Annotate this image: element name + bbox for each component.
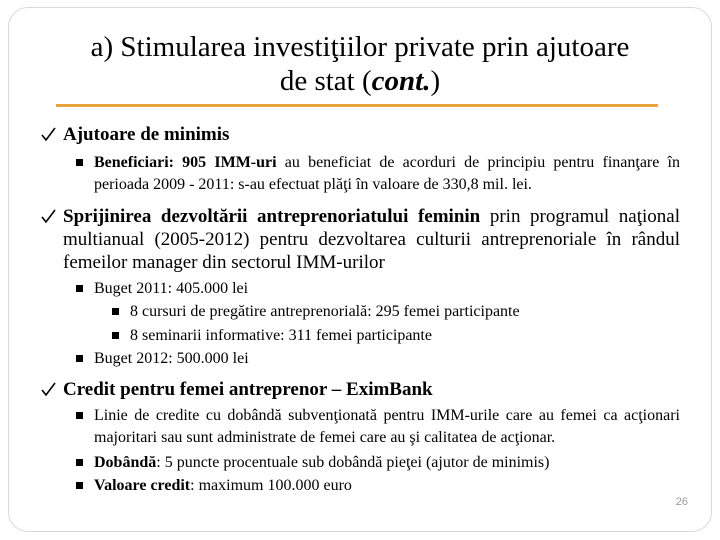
checkmark-icon (40, 205, 58, 228)
slide-title (30, 30, 690, 98)
title-line-2-post: ) (430, 65, 441, 97)
bullet-text: 8 seminarii informative: 311 femei participante (130, 327, 432, 344)
square-bullet-icon (76, 412, 83, 419)
square-bullet-icon (76, 285, 83, 292)
bullet-item (76, 278, 680, 300)
bullet-item (76, 348, 680, 370)
bullet-text: Valoare credit: maximum 100.000 euro (94, 477, 352, 494)
square-bullet-icon (76, 482, 83, 489)
square-bullet-icon (76, 459, 83, 466)
checkmark-icon (40, 378, 58, 401)
bullet-item (112, 325, 680, 347)
bullet-item (76, 152, 680, 196)
title-line-2-pre: de stat ( (279, 65, 372, 97)
square-bullet-icon (76, 355, 83, 362)
page-number: 26 (675, 496, 688, 508)
section-heading: Credit pentru femei antreprenor – EximBank (63, 379, 433, 400)
square-bullet-icon (112, 308, 119, 315)
bullet-text: Buget 2011: 405.000 lei (94, 280, 249, 297)
square-bullet-icon (76, 159, 83, 166)
bullet-item (112, 301, 680, 323)
bullet-text: Dobândă: 5 puncte procentuale sub dobândă pieţei (ajutor de minimis) (94, 454, 550, 471)
bullet-text: 8 cursuri de pregătire antreprenorială: 295 femei participante (130, 303, 520, 320)
section-heading: Sprijinirea dezvoltării antreprenoriatului feminin prin programul naţional multianual (2005-2012) pentru dezvoltarea culturii antreprenoriale în rândul femeilor manager din sectorul IMM-urilor (63, 206, 680, 273)
checkmark-icon (40, 123, 58, 146)
bullet-text: Buget 2012: 500.000 lei (94, 350, 249, 367)
bullet-item (76, 452, 680, 474)
square-bullet-icon (112, 332, 119, 339)
bullet-text: Beneficiari: 905 IMM-uri au beneficiat de acorduri de principiu pentru finanţare în perioada 2009 - 2011: s-au efectuat plăţi în valoare de 330,8 mil. lei. (94, 154, 680, 193)
title-divider (56, 104, 658, 107)
bullet-item (76, 475, 680, 497)
bullet-item (76, 405, 680, 449)
section-de-minimis (40, 123, 680, 146)
section-antreprenoriat-feminin (40, 205, 680, 274)
title-line-1: a) Stimularea investiţiilor private prin ajutoare (90, 31, 630, 63)
title-line-2-emphasis: cont. (371, 65, 431, 97)
section-credit-eximbank (40, 378, 680, 401)
section-heading: Ajutoare de minimis (63, 124, 230, 145)
bullet-text: Linie de credite cu dobândă subvenţionată pentru IMM-urile care au femei ca acţionari majoritari sau sunt administrate de femei care au şi calitatea de acţionar. (94, 407, 680, 446)
title-line-2 (30, 64, 690, 98)
